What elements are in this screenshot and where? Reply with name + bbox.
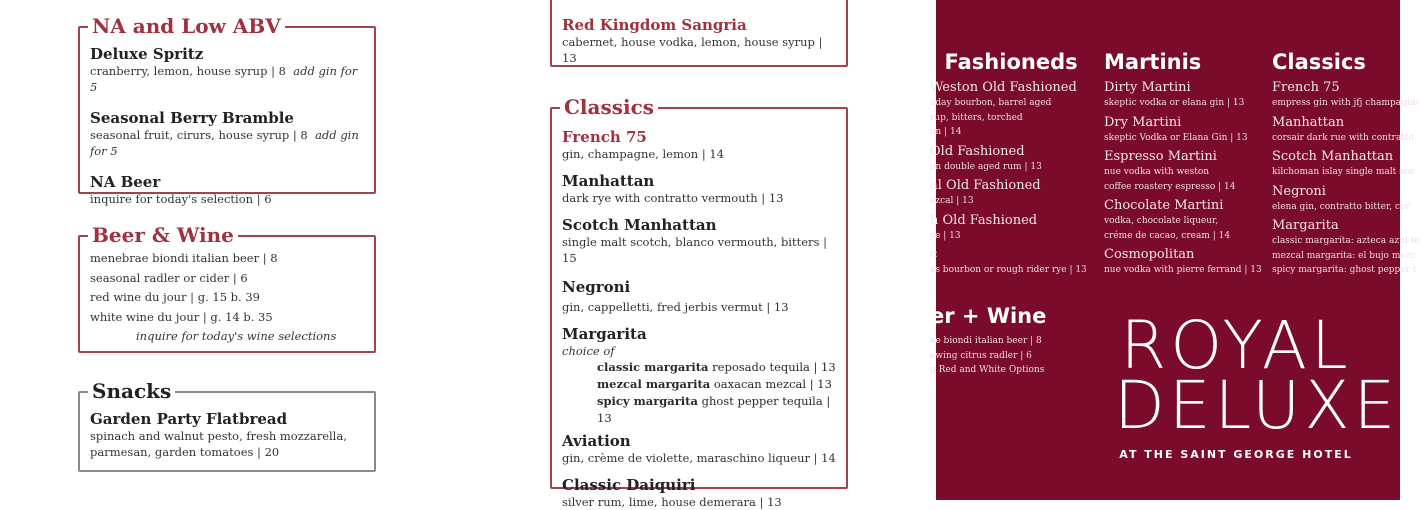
item-desc: rup, bitters, torched (930, 112, 1023, 123)
menu-line: g Red and White Options (930, 365, 1045, 375)
item-desc: skeptic Vodka or Elana Gin | 13 (1104, 132, 1248, 143)
item-desc: silver rum, lime, house demerara | 13 (562, 495, 782, 509)
classics-section (550, 95, 848, 509)
item-desc: kilchoman islay single malt sco (1272, 167, 1415, 177)
section-title: Beer & Wine (88, 222, 238, 248)
column-title: Martinis (1104, 50, 1202, 74)
menu-line: ae biondi italian beer | 8 (930, 336, 1042, 346)
item-desc: skeptic vodka or elana gin | 13 (1104, 98, 1245, 108)
item-name: Deluxe Spritz (90, 45, 204, 63)
menu-line: red wine du jour | g. 15 b. 39 (90, 290, 260, 304)
royal-deluxe-logo (1114, 307, 1400, 461)
item-desc: corsair dark rue with contratto (1272, 132, 1414, 143)
margarita-option: classic margarita reposado tequila | 13 (597, 360, 836, 374)
item-desc: nue vodka with weston (1104, 167, 1210, 177)
beer-wine-column (930, 302, 1046, 378)
item-desc: parmesan, garden tomatoes | 20 (90, 445, 280, 459)
royal-deluxe-menu-panel (930, 0, 1420, 500)
item-name: Manhattan (1272, 114, 1345, 130)
item-name: Scotch Manhattan (562, 216, 717, 234)
item-name: Espresso Martini (1104, 149, 1217, 164)
item-desc: seasonal fruit, cirurs, house syrup | 8 add gin for 5 (90, 128, 359, 158)
item-desc: inquire for today's selection | 6 (90, 192, 272, 206)
column-title: l Fashioneds (930, 50, 1078, 74)
item-desc: es bourbon or rough rider rye | 13 (930, 265, 1087, 275)
item-desc: cabernet, house vodka, lemon, house syrup | 13 (562, 35, 823, 65)
snacks-section (78, 379, 376, 472)
classics-column (1272, 48, 1420, 278)
column-title: Classics (1272, 50, 1366, 74)
item-desc: nue vodka with pierre ferrand | 13 (1104, 265, 1262, 275)
item-desc: aday bourbon, barrel aged (930, 98, 1052, 108)
item-desc: coffee roastery espresso | 14 (1104, 181, 1236, 192)
item-name: Negroni (562, 278, 631, 296)
item-desc: spinach and walnut pesto, fresh mozzarella, (90, 429, 347, 443)
logo-line: DELUXE (1114, 367, 1400, 444)
item-name: Margarita (562, 325, 647, 343)
item-name: Margarita (1272, 218, 1339, 233)
martinis-column (1104, 48, 1262, 278)
item-name: Negroni (1272, 183, 1326, 199)
margarita-option: spicy margarita ghost pepper tequila | 13 (597, 394, 831, 425)
item-desc: empress gin with jfj champagne (1272, 98, 1419, 108)
item-name: h Old Fashioned (930, 212, 1038, 228)
menu-line: seasonal radler or cider | 6 (90, 270, 248, 285)
menu-line: white wine du jour | g. 14 b. 35 (90, 309, 273, 324)
item-name: c (930, 247, 938, 262)
fashioneds-column (930, 48, 1087, 278)
logo-tagline: AT THE SAINT GEORGE HOTEL (1119, 448, 1353, 461)
item-name: Classic Daiquiri (562, 476, 696, 494)
menu-note: inquire for today's wine selections (136, 329, 337, 343)
margarita-option: mezcal margarita oaxacan mezcal | 13 (597, 377, 832, 391)
item-desc: single malt scotch, blanco vermouth, bitters | 15 (562, 235, 827, 265)
item-name: Garden Party Flatbread (90, 410, 288, 428)
item-name: Dirty Martini (1104, 80, 1191, 95)
item-desc: mezcal margarita: el bujo mezc (1272, 250, 1416, 261)
item-name: Chocolate Martini (1104, 198, 1224, 213)
item-desc: classic margarita: azteca azul te (1272, 236, 1420, 246)
item-desc: elena gin, contratto bitter, cor (1272, 201, 1410, 212)
item-desc: on double aged rum | 13 (930, 161, 1042, 172)
item-desc: ezcal | 13 (930, 196, 974, 206)
item-desc: ye | 13 (930, 230, 961, 241)
item-name: Weston Old Fashioned (930, 80, 1077, 95)
item-name: Cosmopolitan (1104, 247, 1195, 262)
item-desc: créme de cacao, cream | 14 (1104, 230, 1231, 241)
item-name: French 75 (1272, 80, 1340, 95)
menu-line: menebrae biondi italian beer | 8 (90, 251, 278, 265)
item-name: Old Fashioned (930, 143, 1025, 159)
item-name: NA Beer (90, 173, 161, 191)
item-desc: vodka, chocolate liqueur, (1104, 216, 1219, 226)
sangria-section (550, 0, 848, 67)
na-low-abv-section (78, 14, 376, 206)
item-name: French 75 (562, 128, 647, 146)
item-name: Seasonal Berry Bramble (90, 109, 294, 127)
section-title: Snacks (88, 378, 175, 404)
section-title: NA and Low ABV (88, 13, 285, 39)
item-desc: spicy margarita: ghost pepper t (1272, 265, 1417, 275)
item-desc: gin, crème de violette, maraschino liqueur | 14 (562, 451, 836, 465)
item-name: Dry Martini (1104, 114, 1182, 130)
item-desc: dark rye with contratto vermouth | 13 (562, 191, 784, 205)
item-name: al Old Fashioned (930, 178, 1041, 193)
item-desc: gin, cappelletti, fred jerbis vermut | 13 (562, 300, 789, 314)
item-desc: cranberry, lemon, house syrup | 8 add gin for 5 (90, 64, 358, 94)
item-name: Aviation (562, 432, 631, 450)
item-desc: on | 14 (930, 127, 962, 137)
beer-wine-section (78, 223, 376, 353)
item-name: Scotch Manhattan (1272, 149, 1394, 164)
logo-line: ROYAL (1120, 307, 1352, 384)
item-desc: choice of (562, 344, 615, 358)
menu-line: ewing citrus radler | 6 (930, 350, 1032, 361)
section-title: Classics (560, 94, 658, 120)
item-name: Manhattan (562, 172, 655, 190)
item-desc: gin, champagne, lemon | 14 (562, 147, 725, 161)
item-name: Red Kingdom Sangria (562, 16, 747, 34)
column-title: er + Wine (930, 304, 1047, 328)
